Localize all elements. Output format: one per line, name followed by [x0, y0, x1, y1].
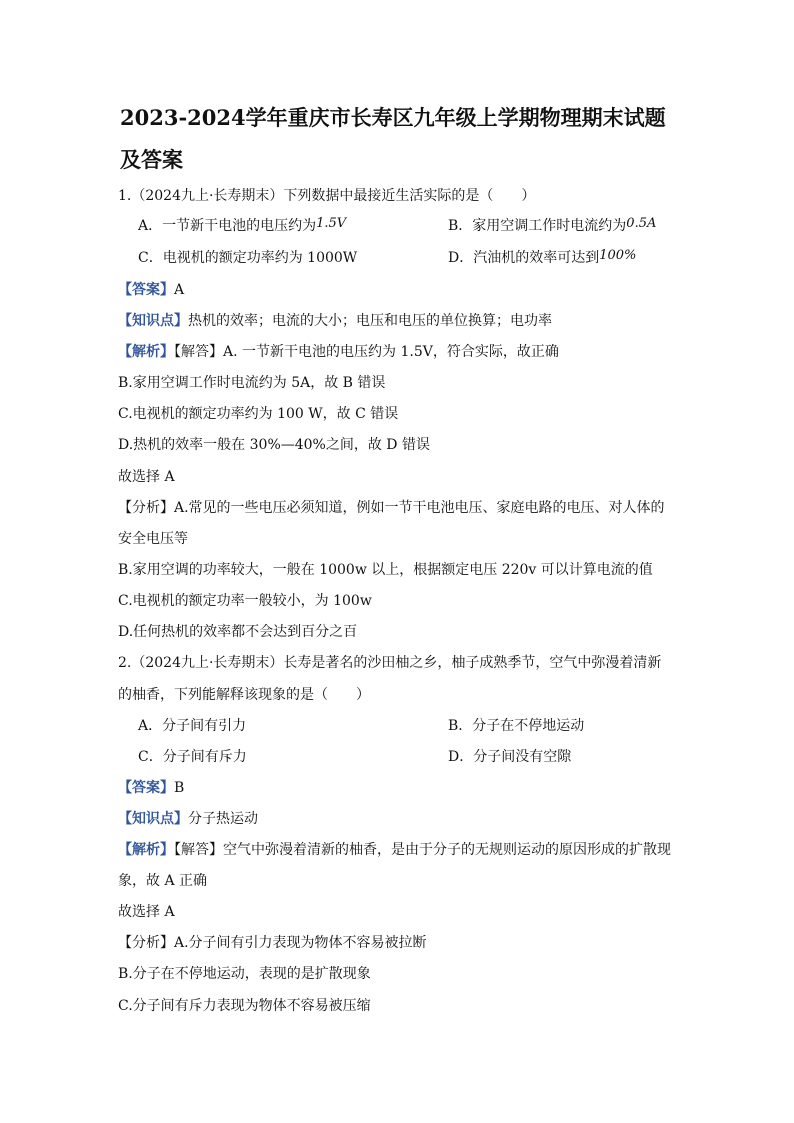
knowledge-tag: 【知识点】 — [118, 811, 188, 827]
q2-answer — [118, 778, 184, 798]
q1-stem: 1.（2024九上·长寿期末）下列数据中最接近生活实际的是（ ） — [118, 188, 536, 204]
knowledge-tag: 【知识点】 — [118, 313, 188, 329]
q2-analysis-continued: 象，故 A 正确 — [118, 873, 208, 889]
answer-tag: 【答案】 — [118, 282, 174, 298]
q1-line: B.家用空调工作时电流约为 5A，故 B 错误 — [118, 375, 386, 391]
q2-line: 【分析】A.分子间有引力表现为物体不容易被拉断 — [118, 935, 427, 951]
analysis-tag: 【解析】 — [118, 842, 174, 858]
q2-line: B.分子在不停地运动，表现的是扩散现象 — [118, 966, 371, 982]
q1-knowledge — [118, 311, 552, 331]
q2-knowledge — [118, 809, 258, 829]
q1-option-a-text: A．一节新干电池的电压约为 — [138, 218, 317, 234]
q1-line: C.电视机的额定功率一般较小，为 100w — [118, 593, 372, 609]
q1-option-d-text: D．汽油机的效率可达到 — [448, 250, 600, 266]
q1-option-b-math: 0.5A — [626, 216, 657, 231]
q1-option-c: C．电视机的额定功率约为 1000W — [138, 250, 358, 266]
q1-option-b — [448, 216, 656, 237]
q1-analysis-text: 【解答】A. 一节新干电池的电压约为 1.5V，符合实际，故正确 — [174, 344, 559, 360]
q1-answer-value: A — [174, 282, 185, 298]
q1-option-b-text: B．家用空调工作时电流约为 — [448, 218, 627, 234]
q1-line: C.电视机的额定功率约为 100 W，故 C 错误 — [118, 406, 399, 422]
q1-line: 安全电压等 — [118, 531, 188, 547]
q1-option-a — [138, 216, 346, 237]
q2-option-b: B．分子在不停地运动 — [448, 718, 585, 734]
q2-knowledge-text: 分子热运动 — [188, 811, 258, 827]
document-title: 2023-2024学年重庆市长寿区九年级上学期物理期末试题及答案 — [120, 105, 666, 172]
q1-line: 【分析】A.常见的一些电压必须知道，例如一节干电池电压、家庭电路的电压、对人体的 — [118, 500, 665, 516]
q1-answer — [118, 280, 184, 300]
q1-analysis — [118, 342, 559, 362]
q2-answer-value: B — [174, 780, 185, 796]
q2-option-c: C．分子间有斥力 — [138, 749, 247, 765]
q1-line: D.任何热机的效率都不会达到百分之百 — [118, 624, 358, 640]
q2-stem-line-1: 2.（2024九上·长寿期末）长寿是著名的沙田柚之乡，柚子成熟季节，空气中弥漫着清新 — [118, 655, 662, 671]
q1-knowledge-text: 热机的效率；电流的大小；电压和电压的单位换算；电功率 — [188, 313, 552, 329]
q2-line: C.分子间有斥力表现为物体不容易被压缩 — [118, 998, 371, 1014]
q1-line: 故选择 A — [118, 469, 175, 485]
q1-option-d-math: 100% — [599, 248, 637, 263]
q1-line: B.家用空调的功率较大，一般在 1000w 以上，根据额定电压 220v 可以计算电流的值 — [118, 562, 653, 578]
q1-option-a-math: 1.5V — [316, 216, 347, 231]
analysis-tag: 【解析】 — [118, 344, 174, 360]
q1-line: D.热机的效率一般在 30%—40%之间，故 D 错误 — [118, 437, 430, 453]
q2-option-a: A．分子间有引力 — [138, 718, 247, 734]
q2-option-d: D．分子间没有空隙 — [448, 749, 572, 765]
q1-option-d — [448, 248, 636, 269]
q2-analysis-text: 【解答】空气中弥漫着清新的柚香，是由于分子的无规则运动的原因形成的扩散现 — [174, 842, 671, 858]
q2-analysis — [118, 840, 671, 860]
answer-tag: 【答案】 — [118, 780, 174, 796]
q2-stem-line-2: 的柚香，下列能解释该现象的是（ ） — [118, 687, 370, 703]
q2-line: 故选择 A — [118, 904, 175, 920]
